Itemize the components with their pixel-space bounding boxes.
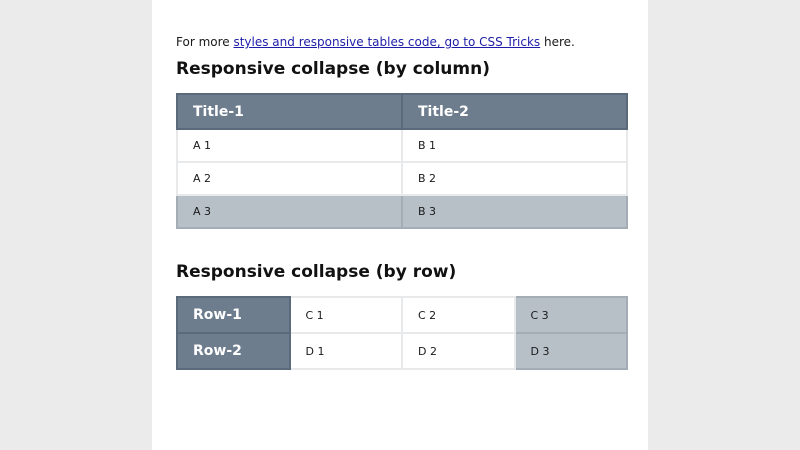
css-tricks-link[interactable]: styles and responsive tables code, go to CSS Tricks	[233, 35, 541, 49]
intro-text	[176, 34, 575, 50]
table-cell: C 1	[290, 297, 403, 333]
table-row	[177, 297, 627, 333]
table-cell: B 2	[402, 162, 627, 195]
page	[152, 0, 648, 450]
table-row	[177, 129, 627, 162]
column-header: Title-1	[177, 94, 402, 129]
table-cell: B 3	[402, 195, 627, 228]
intro-prefix: For more	[176, 35, 234, 49]
column-header: Title-2	[402, 94, 627, 129]
table-row	[177, 195, 627, 228]
table-collapse-by-row	[176, 296, 628, 370]
table-cell: A 2	[177, 162, 402, 195]
table-cell: B 1	[402, 129, 627, 162]
table-cell: D 1	[290, 333, 403, 369]
table-cell: C 3	[515, 297, 628, 333]
table-row	[177, 162, 627, 195]
heading-collapse-by-column: Responsive collapse (by column)	[176, 59, 490, 79]
table-cell: D 3	[515, 333, 628, 369]
intro-suffix: here.	[540, 35, 575, 49]
table-header-row	[177, 94, 627, 129]
table-cell: A 3	[177, 195, 402, 228]
table-cell: A 1	[177, 129, 402, 162]
table-cell: D 2	[402, 333, 515, 369]
table-cell: C 2	[402, 297, 515, 333]
table-row	[177, 333, 627, 369]
table-collapse-by-column	[176, 93, 628, 229]
row-header: Row-1	[177, 297, 290, 333]
row-header: Row-2	[177, 333, 290, 369]
heading-collapse-by-row: Responsive collapse (by row)	[176, 262, 457, 282]
